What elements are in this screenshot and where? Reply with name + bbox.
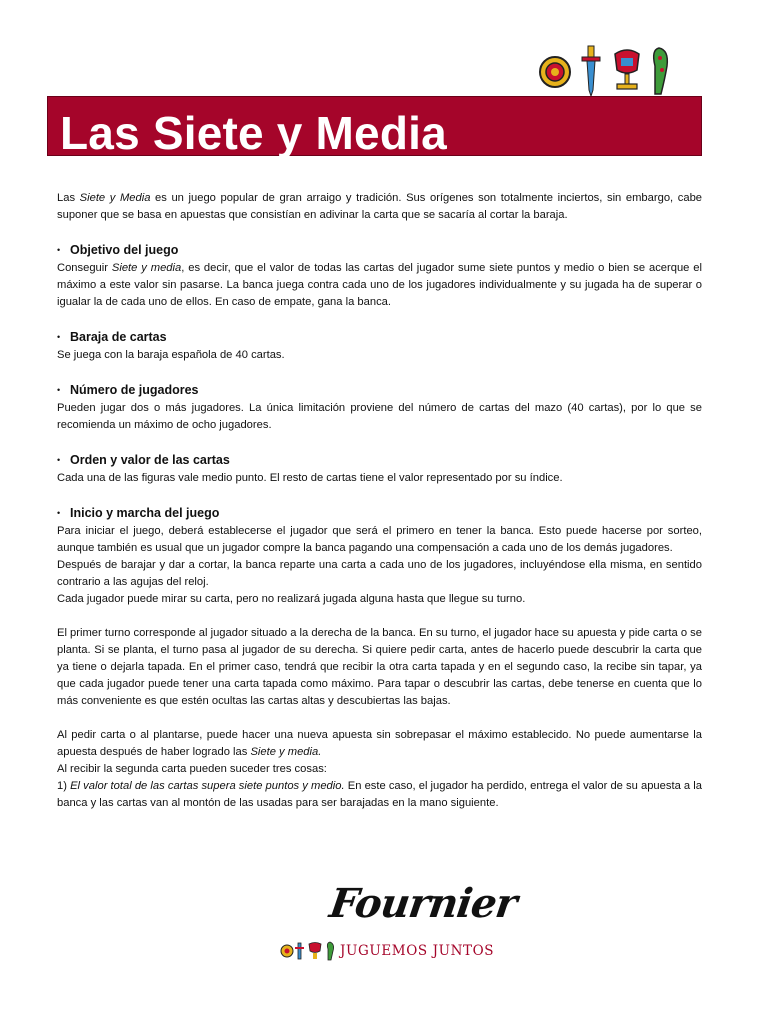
text-run: En este caso, el jugador ha perdido, entrega el valor de su apuesta a la banca y las cartas van al montón de las usadas para ser barajadas en la mano siguiente. [57,780,703,809]
espadas-sword-icon [582,46,600,96]
tagline-text: JUGUEMOS JUNTOS [340,943,495,959]
italic-run: El valor total de las cartas supera siete puntos y medio. [70,780,345,792]
intro-game-name: Siete y Media [79,192,151,204]
section-inicio [57,505,702,812]
section-jugadores [57,382,702,434]
title-banner [47,96,702,159]
text-run: Al pedir carta o al plantarse, puede hacer una nueva apuesta sin sobrepasar el máximo establecido. No puede aumentarse la apuesta después de haber logrado las [57,729,702,758]
bastos-club-icon [654,48,668,94]
section-paragraph [57,778,702,812]
section-paragraph: Cada jugador puede mirar su carta, pero no realizará jugada alguna hasta que llegue su turno. [57,593,526,605]
section-heading: • Inicio y marcha del juego [57,506,220,520]
footer-tagline [280,940,520,962]
oros-coin-icon [540,57,570,87]
text-run: Conseguir [57,262,112,274]
suit-icons [537,44,677,98]
section-heading-text: Inicio y marcha del juego [70,506,220,520]
section-paragraph: Después de barajar y dar a cortar, la banca reparte una carta a cada uno de los jugadores, incluyéndose ella misma, en sentido contrario a las agujas del reloj. [57,559,702,588]
section-heading-text: Orden y valor de las cartas [70,453,230,467]
section-paragraph: Para iniciar el juego, deberá establecerse el jugador que será el primero en tener la banca. Esto puede hacerse por sorteo, aunque también es usual que un jugador compre la banca pagando una compensación a cada uno de los demás jugadores. [57,525,702,554]
text-run: , es decir, que el valor de todas las cartas del jugador sume siete puntos y medio o bien se acerque el máximo a este valor sin pasarse. La banca juega contra cada uno de los jugadores individualmente y su jugada ha de superar o igualar la de cada uno de ellos. En caso de empate, gana la banca. [57,262,702,308]
section-paragraph: Se juega con la baraja española de 40 cartas. [57,349,285,361]
mini-suit-icons [280,941,336,961]
fournier-logo: Fournier [326,880,520,927]
copas-cup-icon [615,50,639,89]
section-paragraph [57,260,702,311]
list-number: 1) [57,780,71,792]
intro-paragraph [57,190,702,224]
section-heading: • Orden y valor de las cartas [57,453,230,467]
section-objetivo [57,242,702,311]
document-body [57,190,702,812]
italic-run: Siete y media [111,262,182,274]
section-paragraph [57,727,702,761]
section-heading: • Objetivo del juego [57,243,179,257]
section-paragraph: Pueden jugar dos o más jugadores. La única limitación proviene del número de cartas del mazo (40 cartas), por lo que se recomienda un máximo de ocho jugadores. [57,402,702,431]
page-title: Las Siete y Media [60,107,447,159]
section-paragraph: Al recibir la segunda carta pueden suceder tres cosas: [57,763,327,775]
italic-run: Siete y media. [250,746,322,758]
section-heading-text: Objetivo del juego [70,243,179,257]
section-paragraph: Cada una de las figuras vale medio punto. El resto de cartas tiene el valor representado por su índice. [57,472,563,484]
intro-text-rest: es un juego popular de gran arraigo y tradición. Sus orígenes son totalmente inciertos, sin embargo, cabe suponer que se basa en apuestas que consistían en adivinar la carta que se sacaría al cortar la baraja. [57,192,703,221]
section-orden [57,452,702,487]
section-heading-text: Baraja de cartas [70,330,167,344]
section-baraja [57,329,702,364]
section-heading-text: Número de jugadores [70,383,199,397]
section-heading: • Baraja de cartas [57,330,167,344]
section-heading: • Número de jugadores [57,383,199,397]
section-paragraph: El primer turno corresponde al jugador situado a la derecha de la banca. En su turno, el jugador hace su apuesta y pide carta o se planta. Si se planta, el turno pasa al jugador de su derecha. Si quiere pedir carta, antes de hacerlo puede descubrir la carta que ya tiene o dejarla tapada. En el primer caso, tendrá que recibir la otra carta tapada y en el segundo caso, la recibe sin tapar, ya que cada jugador puede tener una carta tapada como máximo. Para tapar o descubrir las cartas, debe tenerse en cuenta que lo más conveniente es que estén ocultas las cartas altas y descubiertas las bajas. [57,627,702,707]
intro-text-start: Las [57,192,80,204]
